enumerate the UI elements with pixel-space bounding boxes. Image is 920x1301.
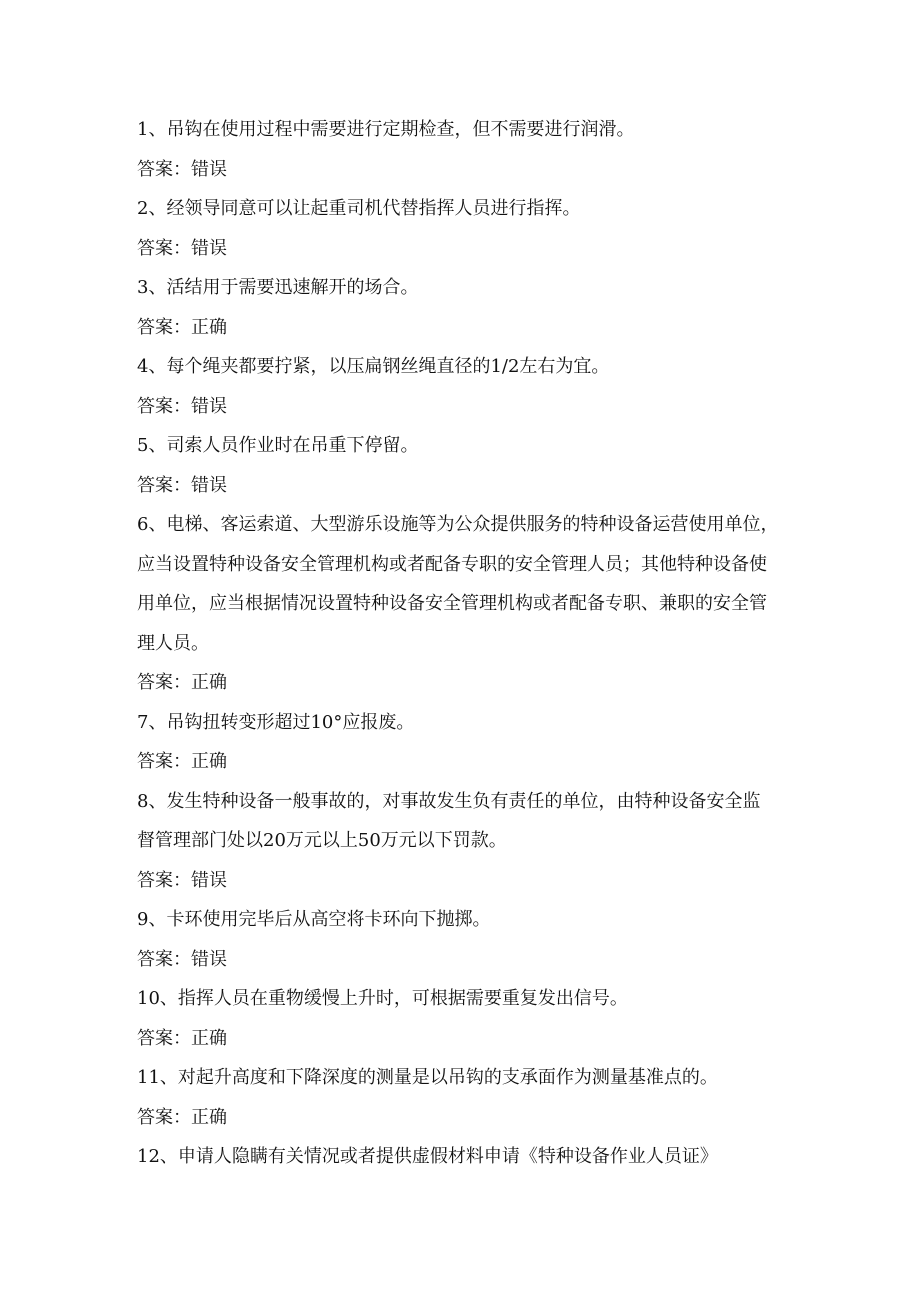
question-8-line-1: 8、发生特种设备一般事故的，对事故发生负有责任的单位，由特种设备安全监 xyxy=(137,790,761,812)
answer-9: 答案：错误 xyxy=(137,948,227,970)
question-3: 3、活结用于需要迅速解开的场合。 xyxy=(137,277,419,298)
question-9: 9、卡环使用完毕后从高空将卡环向下抛掷。 xyxy=(137,909,491,930)
answer-5: 答案：错误 xyxy=(137,474,227,496)
answer-6: 答案：正确 xyxy=(137,672,227,693)
answer-3: 答案：正确 xyxy=(137,316,227,338)
question-7: 7、吊钩扭转变形超过10°应报废。 xyxy=(137,711,415,733)
answer-11: 答案：正确 xyxy=(137,1106,227,1128)
question-4: 4、每个绳夹都要拧紧，以压扁钢丝绳直径的1/2左右为宜。 xyxy=(137,356,610,377)
answer-2: 答案：错误 xyxy=(137,237,227,259)
answer-8: 答案：错误 xyxy=(137,869,227,891)
question-5: 5、司索人员作业时在吊重下停留。 xyxy=(137,435,419,456)
answer-7: 答案：正确 xyxy=(137,751,227,772)
answer-4: 答案：错误 xyxy=(137,395,227,417)
question-6-line-3: 用单位，应当根据情况设置特种设备安全管理机构或者配备专职、兼职的安全管 xyxy=(137,593,767,614)
question-12: 12、申请人隐瞒有关情况或者提供虚假材料申请《特种设备作业人员证》 xyxy=(137,1146,718,1167)
question-10: 10、指挥人员在重物缓慢上升时，可根据需要重复发出信号。 xyxy=(137,988,628,1009)
question-2: 2、经领导同意可以让起重司机代替指挥人员进行指挥。 xyxy=(137,198,581,219)
answer-1: 答案：错误 xyxy=(137,158,227,180)
question-11: 11、对起升高度和下降深度的测量是以吊钩的支承面作为测量基准点的。 xyxy=(137,1067,718,1088)
question-6-line-1: 6、电梯、客运索道、大型游乐设施等为公众提供服务的特种设备运营使用单位， xyxy=(137,514,779,535)
question-6-line-2: 应当设置特种设备安全管理机构或者配备专职的安全管理人员；其他特种设备使 xyxy=(137,553,767,575)
question-6-line-4: 理人员。 xyxy=(137,632,209,654)
question-1: 1、吊钩在使用过程中需要进行定期检查，但不需要进行润滑。 xyxy=(137,119,635,140)
answer-10: 答案：正确 xyxy=(137,1027,227,1049)
question-list xyxy=(137,110,787,1177)
question-8-line-2: 督管理部门处以20万元以上50万元以下罚款。 xyxy=(137,830,507,851)
